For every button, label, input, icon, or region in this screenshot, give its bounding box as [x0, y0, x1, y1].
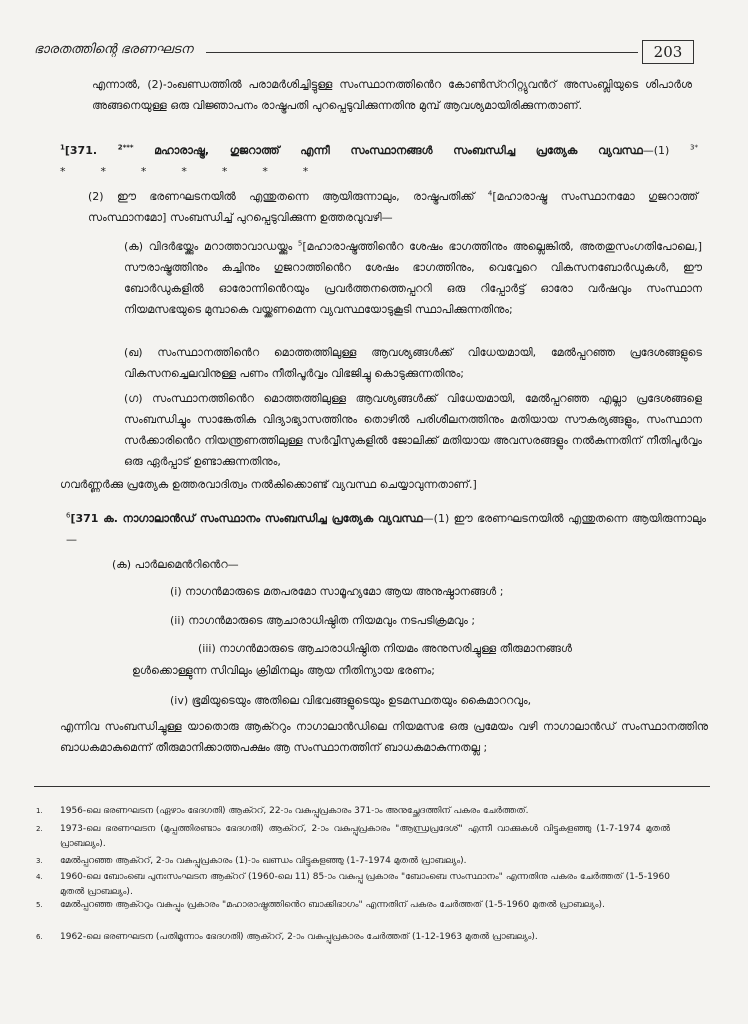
- clause-1-marker: —(1): [642, 144, 670, 157]
- footnote-5: [36, 898, 670, 913]
- footnote-3: [36, 854, 670, 869]
- item-ii: (ii) നാഗൻമാരുടെ ആചാരാധിഷ്ഠിത നിയമവും നടപടിക്രമവും ;: [170, 614, 476, 627]
- footnote-ref-2[interactable]: 2***: [117, 143, 134, 152]
- footnote-text: 1973-ലെ ഭരണഘടന (മുപ്പത്തിരണ്ടാം ഭേദഗതി) ആക്ററ്, 2-ാം വകുപ്പുപ്രകാരം "ആന്ധ്രപ്രദേശ്" എന്നീ വാക്കുകൾ വിട്ടുകളഞ്ഞു (1-7-1974 മുതൽ പ്രാബല്യം).: [60, 824, 670, 849]
- footnote-6: [36, 930, 670, 945]
- section-371a-clause-ka: (ക) പാർലമെൻറിൻെറ—: [112, 558, 239, 571]
- footnote-number: 6.: [36, 933, 43, 941]
- section-371a-heading: [371 ക. നാഗാലാൻഡ് സംസ്ഥാനം സംബന്ധിച്ച പ്രത്യേക വ്യവസ്ഥ: [70, 512, 423, 525]
- footnote-number: 3.: [36, 857, 43, 865]
- closing-paragraph: എന്നിവ സംബന്ധിച്ചുള്ള യാതൊരു ആക്ററും നാഗാലാൻഡിലെ നിയമസഭ ഒരു പ്രമേയം വഴി നാഗാലാൻഡ് സംസ്ഥാനത്തിനു ബാധകമാകുമെന്ന് തീരുമാനിക്കാത്തപക്ഷം ആ സംസ്ഥാനത്തിന് ബാധകമാകുന്നതല്ല ;: [60, 720, 708, 754]
- item-iii-line-2: ഉൾക്കൊള്ളുന്ന സിവിലും ക്രിമിനലും ആയ നീതിന്യായ ഭരണം;: [132, 664, 435, 677]
- clause-2-text-b: [മഹാരാഷ്ട്ര സംസ്ഥാനമോ ഗുജറാത്ത് സംസ്ഥാനമോ] സംബന്ധിച്ച് പുറപ്പെടുവിക്കുന്ന ഉത്തരവുവഴി—: [88, 190, 698, 224]
- footnote-2: [36, 822, 670, 852]
- footnote-ref-4[interactable]: 4: [487, 189, 493, 198]
- footnote-rule: [34, 786, 710, 787]
- footnote-ref-5[interactable]: 5: [297, 239, 303, 248]
- header-rule: [206, 52, 638, 53]
- footnote-4: [36, 870, 670, 900]
- footnote-number: 1.: [36, 807, 43, 815]
- intro-paragraph: എന്നാൽ, (2)-ാംഖണ്ഡത്തിൽ പരാമർശിച്ചിട്ടുള്ള സംസ്ഥാനത്തിൻെറ കോൺസ്ററിറ്റ്യുവൻറ് അസംബ്ലിയുടെ ശിപാർശ അങ്ങനെയുള്ള ഒരു വിജ്ഞാപനം രാഷ്ട്രപതി പുറപ്പെടുവിക്കുന്നതിനു മുമ്പ് ആവശ്യമായിരിക്കുന്നതാണ്.: [92, 78, 692, 112]
- item-iv: (iv) ഭൂമിയുടെയും അതിലെ വിഭവങ്ങളുടെയും ഉടമസ്ഥതയും കൈമാററവും,: [170, 694, 532, 707]
- section-number: [371.: [64, 144, 98, 157]
- section-title: മഹാരാഷ്ട്ര, ഗുജറാത്ത് എന്നീ സംസ്ഥാനങ്ങൾ സംബന്ധിച്ച പ്രത്യേക വ്യവസ്ഥ: [154, 144, 643, 157]
- footnote-text: 1960-ലെ ബോംബെ പുനഃസംഘടന ആക്ററ് (1960-ലെ 11) 85-ാം വകുപ്പു പ്രകാരം "ബോംബെ സംസ്ഥാനം" എന്നതിനു പകരം ചേർത്തത് (1-5-1960 മുതൽ പ്രാബല്യം).: [60, 872, 670, 897]
- footnote-ref-1[interactable]: 1: [60, 143, 65, 152]
- footnote-1: [36, 804, 670, 819]
- footnote-number: 2.: [36, 825, 43, 833]
- clause-ka: [124, 236, 702, 320]
- footnote-ref-6[interactable]: 6: [66, 511, 71, 520]
- footnote-text: മേൽപ്പറഞ്ഞ ആക്ററും വകുപ്പും പ്രകാരം "മഹാരാഷ്ട്രത്തിൻെറ ബാക്കിഭാഗം" എന്നതിന് പകരം ചേർത്തത് (1-5-1960 മുതൽ പ്രാബല്യം).: [60, 900, 605, 910]
- clause-2-text-a: (2) ഈ ഭരണഘടനയിൽ എന്തുതന്നെ ആയിരുന്നാലും, രാഷ്ട്രപതിക്ക്: [88, 190, 475, 203]
- footnote-ref-3[interactable]: 3*: [690, 143, 698, 152]
- omission-stars: * * * * * * *: [60, 165, 309, 178]
- item-i: (i) നാഗൻമാരുടെ മതപരമോ സാമൂഹ്യമോ ആയ അനുഷ്ഠാനങ്ങൾ ;: [170, 585, 504, 598]
- footnote-number: 4.: [36, 873, 43, 881]
- clause-2-paragraph: [88, 186, 698, 228]
- section-371a-text: —(1) ഈ ഭരണഘടനയിൽ എന്തുതന്നെ ആയിരുന്നാലും—: [66, 512, 707, 546]
- clause-ka-text-a: (ക) വിദർഭയ്ക്കും മറാത്താവാഡയ്ക്കും: [124, 240, 293, 253]
- footnote-number: 5.: [36, 901, 43, 909]
- item-iii-line-1: (iii) നാഗൻമാരുടെ ആചാരാധിഷ്ഠിത നിയമം അനുസരിച്ചുള്ള തീരുമാനങ്ങൾ: [198, 642, 572, 655]
- governor-paragraph: ഗവർണ്ണർക്കു പ്രത്യേക ഉത്തരവാദിത്വം നൽകിക്കൊണ്ട് വ്യവസ്ഥ ചെയ്യാവുന്നതാണ്.]: [60, 478, 477, 491]
- clause-ka-text-b: [മഹാരാഷ്ട്രത്തിൻെറ ശേഷം ഭാഗത്തിനും അല്ലെങ്കിൽ, അതതുസംഗതിപോലെ,] സൗരാഷ്ട്രത്തിനും കച്ചിനും ഗുജറാത്തിൻെറ ശേഷം ഭാഗത്തിനും, വെവ്വേറെ വികസനബോർഡുകൾ, ഈ ബോർഡുകളിൽ ഓരോന്നിൻെറയും പ്രവർത്തനത്തെപ്പററി ഒരു റിപ്പോർട്ട് ഓരോ വർഷവും സംസ്ഥാന നിയമസഭയുടെ മുമ്പാകെ വയ്ക്കണമെന്ന വ്യവസ്ഥയോടുകൂടി സ്ഥാപിക്കുന്നതിനും;: [124, 240, 702, 316]
- clause-kha: (ഖ) സംസ്ഥാനത്തിൻെറ മൊത്തത്തിലുള്ള ആവശ്യങ്ങൾക്ക് വിധേയമായി, മേൽപ്പറഞ്ഞ പ്രദേശങ്ങളുടെ വികസനച്ചെലവിനുള്ള പണം നീതിപൂർവ്വം വിഭജിച്ചു കൊടുക്കുന്നതിനും;: [124, 346, 702, 380]
- section-371-heading: [60, 140, 698, 182]
- page-number: 203: [642, 40, 694, 64]
- section-371a: [66, 508, 706, 550]
- footnote-text: 1956-ലെ ഭരണഘടന (ഏഴാം ഭേദഗതി) ആക്ററ്, 22-ാം വകുപ്പുപ്രകാരം 371-ാം അനുച്ഛേദത്തിന് പകരം ചേർത്തത്.: [60, 806, 529, 816]
- footnote-text: മേൽപ്പറഞ്ഞ ആക്ററ്, 2-ാം വകുപ്പുപ്രകാരം (1)-ാം ഖണ്ഡം വിട്ടുകളഞ്ഞു (1-7-1974 മുതൽ പ്രാബല്യം).: [60, 856, 467, 866]
- page-header: [34, 40, 710, 66]
- footnote-text: 1962-ലെ ഭരണഘടന (പതിമൂന്നാം ഭേദഗതി) ആക്ററ്, 2-ാം വകുപ്പുപ്രകാരം ചേർത്തത് (1-12-1963 മുതൽ പ്രാബല്യം).: [60, 932, 538, 942]
- running-title: ഭാരതത്തിന്റെ ഭരണഘടന: [34, 42, 193, 57]
- clause-ga: (ഗ) സംസ്ഥാനത്തിൻെറ മൊത്തത്തിലുള്ള ആവശ്യങ്ങൾക്ക് വിധേയമായി, മേൽപ്പറഞ്ഞ എല്ലാ പ്രദേശങ്ങളെ സംബന്ധിച്ചും സാങ്കേതിക വിദ്യാഭ്യാസത്തിനും തൊഴിൽ പരിശീലനത്തിനും മതിയായ സൗകര്യങ്ങളും, സംസ്ഥാന സർക്കാരിൻെറ നിയന്ത്രണത്തിലുള്ള സർവ്വീസുകളിൽ ജോലിക്ക് മതിയായ അവസരങ്ങളും നൽകുന്നതിന് നീതിപൂർവ്വം ഒരു ഏർപ്പാട് ഉണ്ടാക്കുന്നതിനും,: [124, 392, 702, 468]
